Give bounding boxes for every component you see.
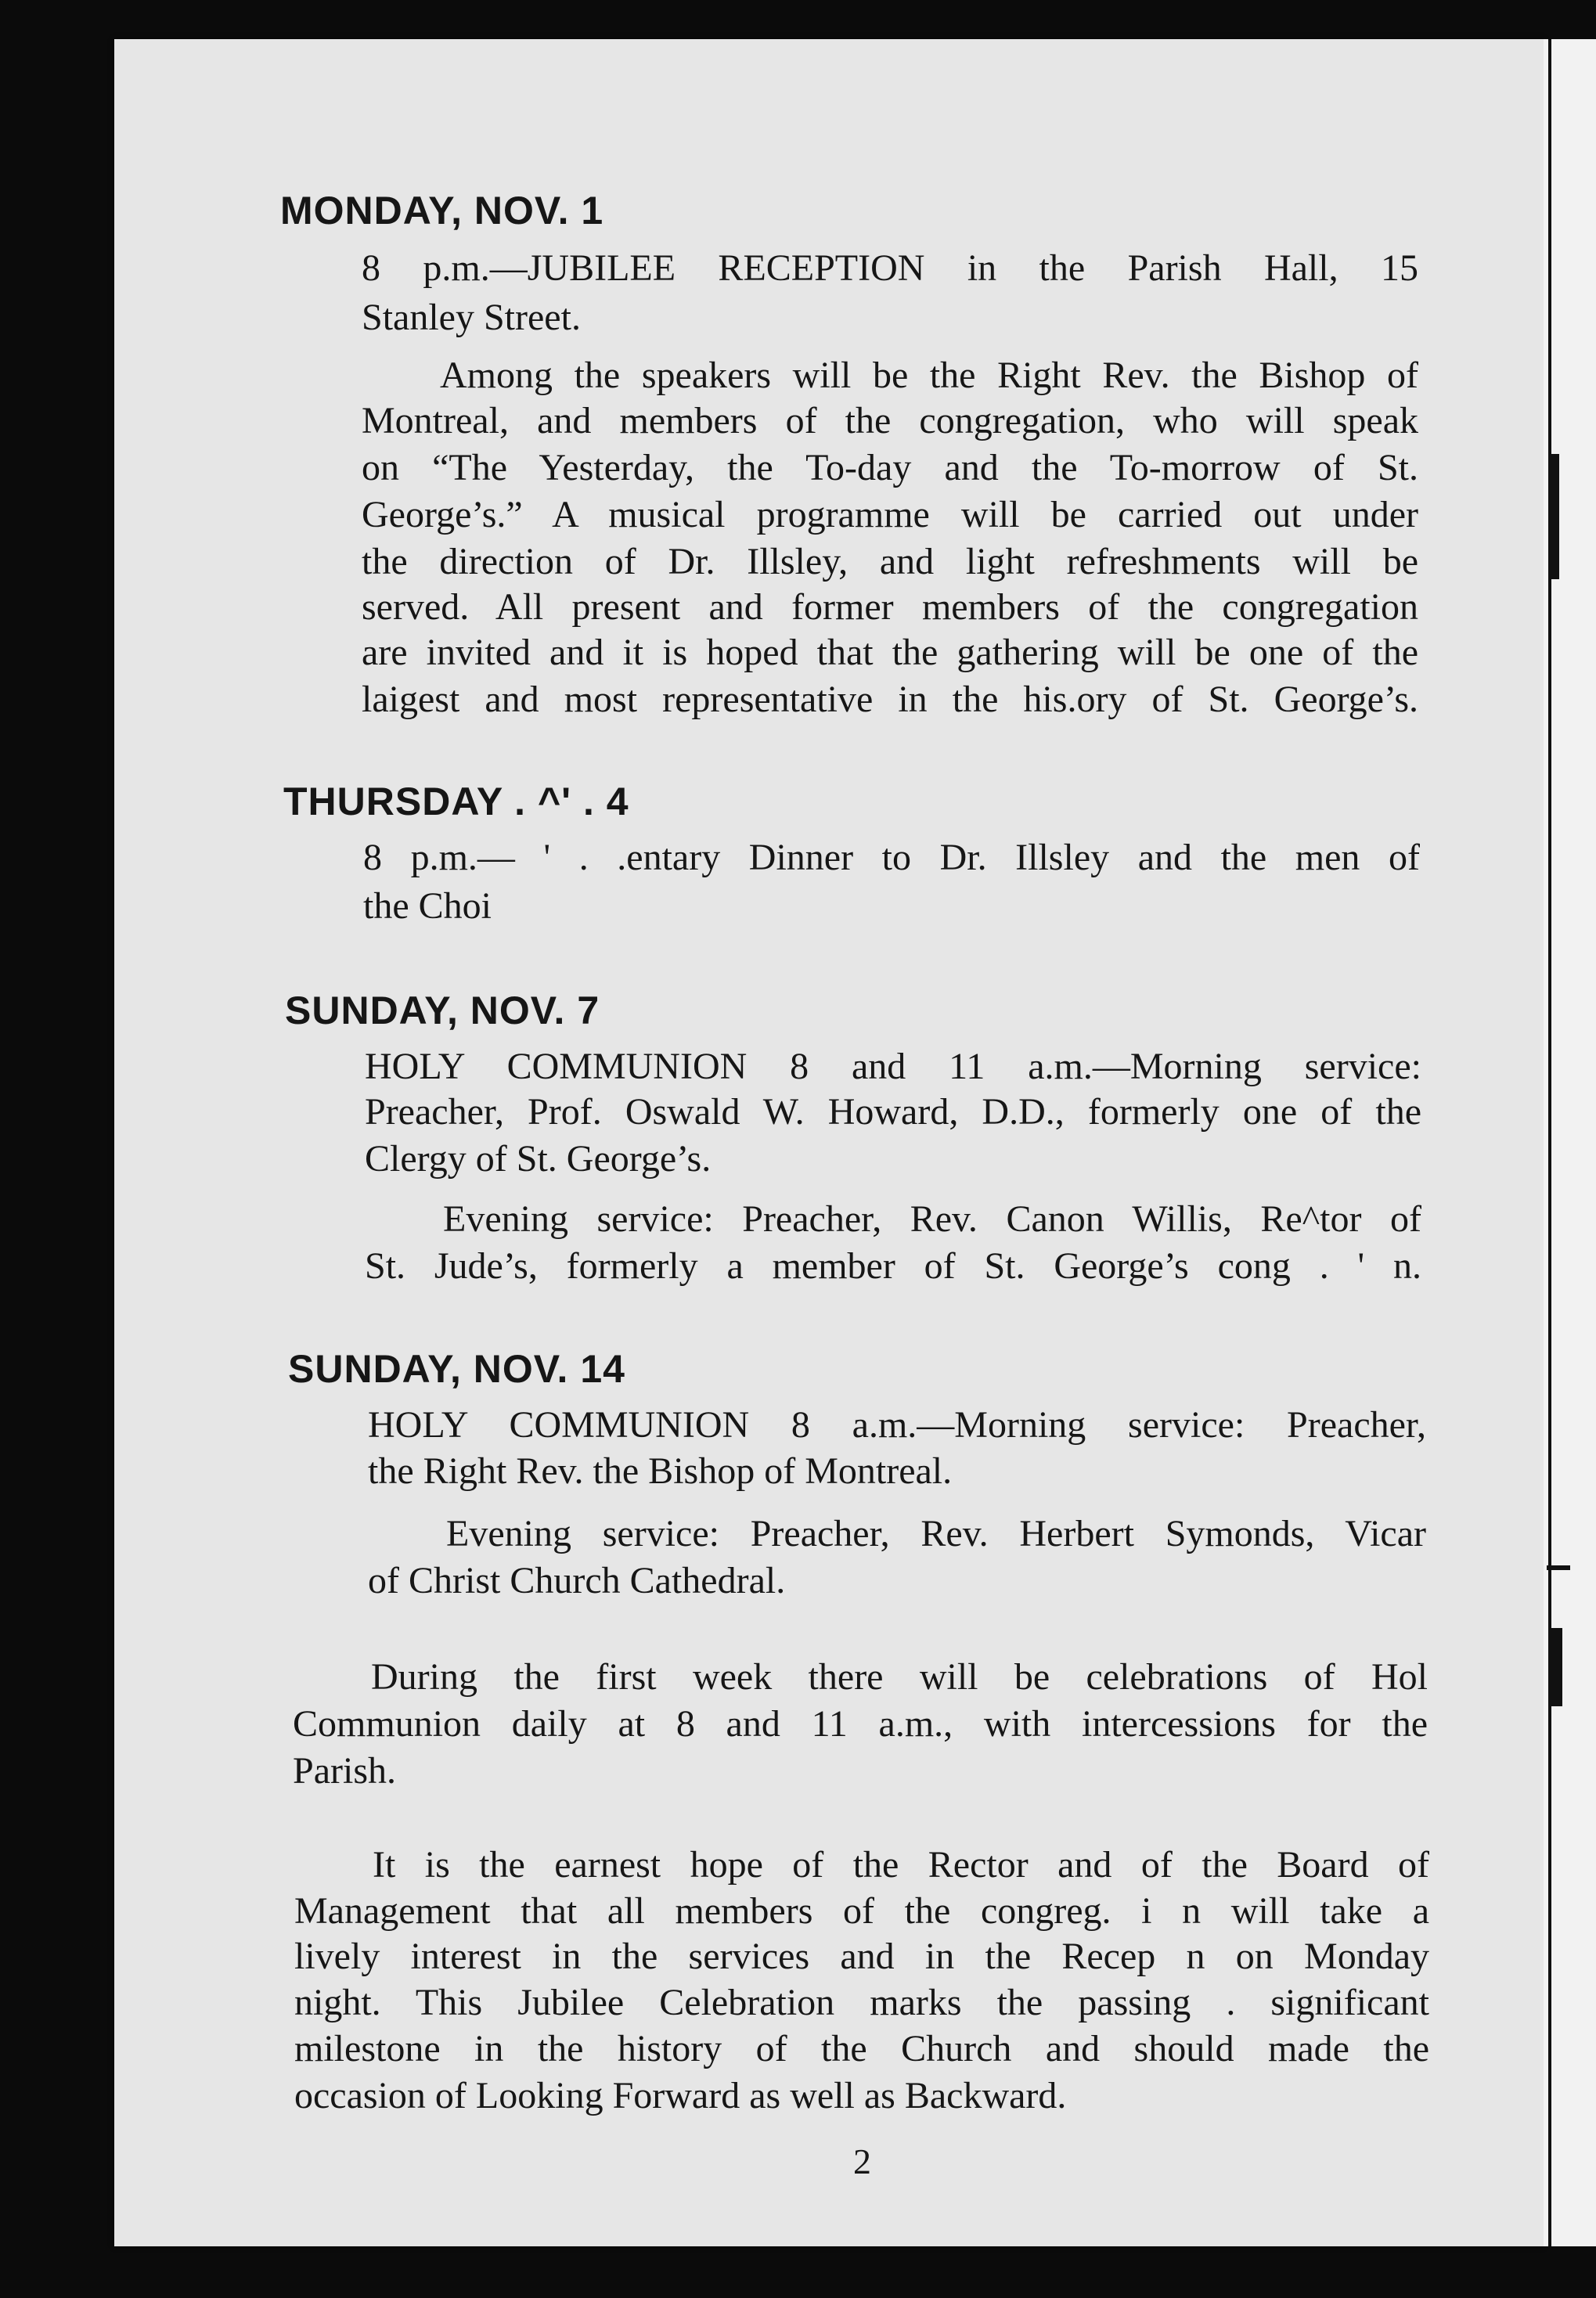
section-heading-sunday-nov-7: SUNDAY, NOV. 7: [285, 989, 600, 1032]
body-line: occasion of Looking Forward as well as Backward.: [294, 2075, 1067, 2116]
body-line: During the first week there will be celebrations of Hol: [371, 1656, 1428, 1698]
body-line: served. All present and former members of the congregation: [362, 586, 1418, 628]
body-line: Clergy of St. George’s.: [365, 1138, 712, 1180]
page-number: 2: [853, 2141, 871, 2181]
body-line: Evening service: Preacher, Rev. Canon Willis, Re^tor of: [443, 1198, 1421, 1240]
body-line: night. This Jubilee Celebration marks the passing . significant: [294, 1982, 1429, 2023]
body-line: milestone in the history of the Church and should made the: [294, 2028, 1429, 2069]
body-line: of Christ Church Cathedral.: [368, 1560, 786, 1601]
body-line: 8 p.m.—JUBILEE RECEPTION in the Parish Hall, 15: [362, 247, 1418, 289]
body-line: George’s.” A musical programme will be carried out under: [362, 494, 1418, 535]
body-line: the Choi: [363, 885, 492, 927]
section-heading-monday: MONDAY, NOV. 1: [280, 189, 604, 232]
body-line: It is the earnest hope of the Rector and of the Board of: [373, 1844, 1429, 1886]
body-line: HOLY COMMUNION 8 a.m.—Morning service: Preacher,: [368, 1404, 1426, 1446]
edge-ink-mark: [1548, 1628, 1562, 1706]
body-line: the direction of Dr. Illsley, and light refreshments will be: [362, 541, 1418, 582]
edge-ink-mark: [1548, 454, 1559, 579]
section-heading-sunday-nov-14: SUNDAY, NOV. 14: [288, 1347, 625, 1391]
body-line: laigest and most representative in the his.ory of St. George’s.: [362, 679, 1418, 720]
body-line: 8 p.m.— ' . .entary Dinner to Dr. Illsley and the men of: [363, 837, 1420, 878]
body-line: St. Jude’s, formerly a member of St. George’s cong . ' n.: [365, 1245, 1421, 1287]
body-line: on “The Yesterday, the To-day and the To-morrow of St.: [362, 447, 1418, 488]
body-line: are invited and it is hoped that the gathering will be one of the: [362, 632, 1418, 673]
edge-ink-mark: [1547, 1565, 1570, 1570]
body-line: Preacher, Prof. Oswald W. Howard, D.D., formerly one of the: [365, 1091, 1421, 1133]
body-line: HOLY COMMUNION 8 and 11 a.m.—Morning service:: [365, 1046, 1421, 1087]
body-line: Parish.: [293, 1750, 396, 1792]
body-line: Communion daily at 8 and 11 a.m., with intercessions for the: [293, 1703, 1428, 1745]
body-line: Montreal, and members of the congregation, who will speak: [362, 400, 1418, 441]
body-line: Among the speakers will be the Right Rev. the Bishop of: [440, 355, 1418, 396]
body-line: the Right Rev. the Bishop of Montreal.: [368, 1450, 953, 1492]
body-line: lively interest in the services and in the Recep n on Monday: [294, 1936, 1429, 1977]
body-line: Management that all members of the congreg. i n will take a: [294, 1890, 1429, 1932]
body-line: Stanley Street.: [362, 297, 581, 338]
section-heading-thursday: THURSDAY . ^' . 4: [283, 780, 629, 823]
page-edge-strip: [1544, 39, 1596, 2246]
body-line: Evening service: Preacher, Rev. Herbert Symonds, Vicar: [446, 1513, 1426, 1554]
